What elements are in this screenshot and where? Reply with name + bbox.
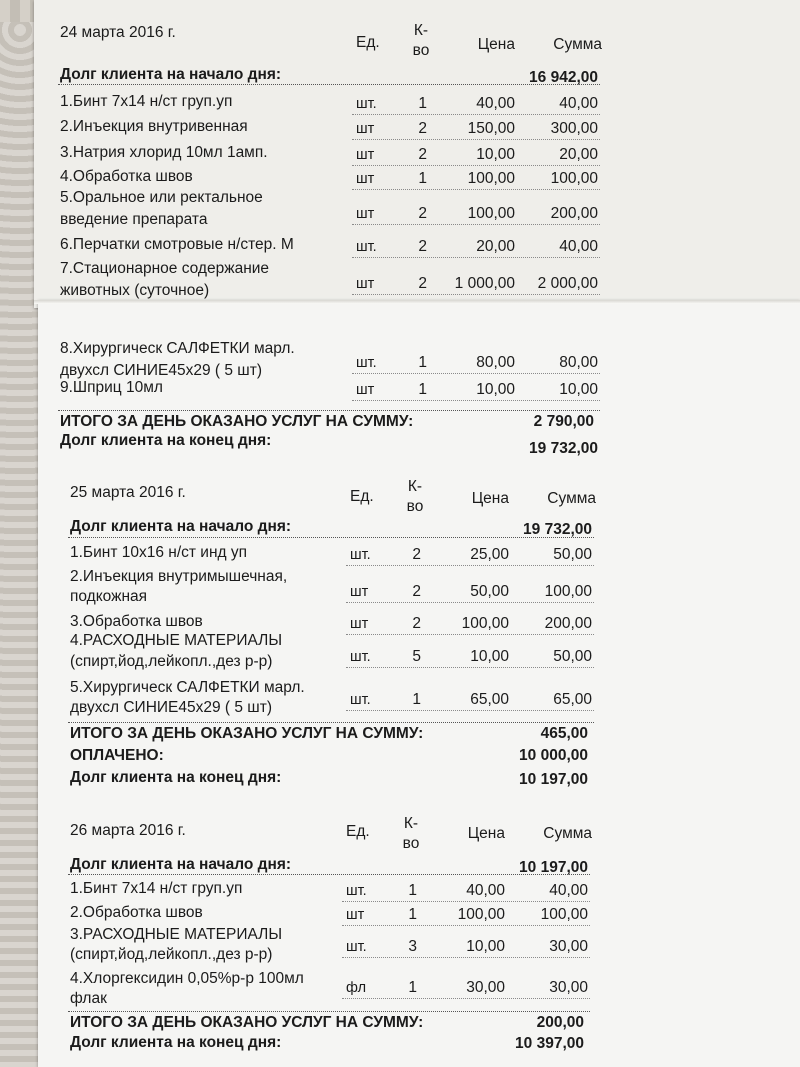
line-item-qty: 1	[412, 691, 421, 708]
line-item-unit: шт.	[356, 355, 377, 371]
line-item-sum: 50,00	[553, 648, 592, 665]
receipt-sheet-top	[34, 0, 800, 308]
line-item-name: 1.Бинт 7х14 н/ст груп.уп	[70, 880, 243, 897]
closing-debt-label: Долг клиента на конец дня:	[70, 769, 282, 786]
line-item-qty: 1	[418, 354, 427, 371]
line-item-name: двухсл СИНИЕ45х29 ( 5 шт)	[60, 362, 262, 379]
column-header-qty: во	[412, 42, 430, 59]
line-item-unit: шт	[356, 171, 375, 187]
line-item-sum: 40,00	[549, 882, 588, 899]
line-item-price: 25,00	[470, 546, 509, 563]
opening-debt-value: 10 197,00	[519, 859, 588, 876]
day-total-value: 2 790,00	[533, 413, 594, 430]
line-item-sum: 50,00	[553, 546, 592, 563]
line-item-qty: 1	[408, 979, 417, 996]
line-item-name: 4.РАСХОДНЫЕ МАТЕРИАЛЫ	[70, 632, 283, 649]
day-date: 25 марта 2016 г.	[70, 484, 186, 501]
column-header-unit: Ед.	[356, 34, 380, 51]
line-item-qty: 2	[412, 583, 421, 600]
line-item-unit: шт	[356, 382, 375, 398]
line-item-price: 100,00	[457, 906, 505, 923]
line-item-unit: шт	[356, 147, 375, 163]
line-item-name: 9.Шприц 10мл	[60, 379, 163, 396]
line-item-sum: 10,00	[559, 381, 598, 398]
line-item-name: подкожная	[70, 588, 148, 605]
line-item-price: 20,00	[476, 238, 515, 255]
opening-debt-label: Долг клиента на начало дня:	[70, 518, 292, 535]
line-item-name: 8.Хирургическ САЛФЕТКИ марл.	[60, 340, 295, 357]
line-item-name: 3.Натрия хлорид 10мл 1амп.	[60, 144, 268, 161]
column-header-qty: К-	[413, 22, 429, 39]
line-item-price: 40,00	[476, 95, 515, 112]
line-item-price: 30,00	[466, 979, 505, 996]
paid-value: 10 000,00	[519, 747, 588, 764]
line-item-qty: 1	[418, 170, 427, 187]
opening-debt-value: 16 942,00	[529, 69, 598, 86]
closing-debt-label: Долг клиента на конец дня:	[60, 432, 272, 449]
day-total-label: ИТОГО ЗА ДЕНЬ ОКАЗАНО УСЛУГ НА СУММУ:	[70, 725, 424, 742]
closing-debt-value: 10 197,00	[519, 771, 588, 788]
line-item-name: 4.Обработка швов	[60, 168, 193, 185]
column-header-price: Цена	[471, 490, 509, 507]
paid-label: ОПЛАЧЕНО:	[70, 747, 164, 764]
column-header-qty: во	[402, 835, 420, 852]
line-item-name: 5.Хирургическ САЛФЕТКИ марл.	[70, 679, 305, 696]
column-header-unit: Ед.	[346, 823, 370, 840]
line-item-name: 1.Бинт 10х16 н/ст инд уп	[70, 544, 247, 561]
line-item-name: 7.Стационарное содержание	[60, 260, 270, 277]
opening-debt-label: Долг клиента на начало дня:	[70, 856, 292, 873]
line-item-sum: 100,00	[550, 170, 598, 187]
column-header-sum: Сумма	[553, 36, 602, 53]
line-item-price: 100,00	[461, 615, 509, 632]
line-item-unit: шт	[350, 584, 369, 600]
receipt-sheet-bottom	[38, 300, 800, 1067]
line-item-price: 100,00	[467, 205, 515, 222]
line-item-unit: шт.	[350, 649, 371, 665]
line-item-qty: 1	[408, 906, 417, 923]
column-header-qty: К-	[407, 478, 423, 495]
line-item-qty: 2	[418, 205, 427, 222]
line-item-name: 4.Хлоргексидин 0,05%р-р 100мл	[70, 970, 304, 987]
line-item-price: 50,00	[470, 583, 509, 600]
line-item-sum: 300,00	[550, 120, 598, 137]
line-item-unit: шт.	[350, 547, 371, 563]
line-item-qty: 1	[418, 381, 427, 398]
line-item-name: введение препарата	[60, 211, 208, 228]
column-header-sum: Сумма	[547, 490, 596, 507]
line-item-sum: 65,00	[553, 691, 592, 708]
line-item-price: 65,00	[470, 691, 509, 708]
opening-debt-label: Долг клиента на начало дня:	[60, 66, 282, 83]
line-item-price: 100,00	[467, 170, 515, 187]
line-item-name: (спирт,йод,лейкопл.,дез р-р)	[70, 946, 273, 963]
day-date: 24 марта 2016 г.	[60, 24, 176, 41]
line-item-unit: шт	[356, 206, 375, 222]
line-item-price: 10,00	[476, 381, 515, 398]
line-item-unit: шт.	[356, 96, 377, 112]
opening-debt-value: 19 732,00	[523, 521, 592, 538]
line-item-name: 1.Бинт 7х14 н/ст груп.уп	[60, 93, 233, 110]
column-header-sum: Сумма	[543, 825, 592, 842]
line-item-qty: 2	[418, 146, 427, 163]
line-item-name: 5.Оральное или ректальное	[60, 189, 263, 206]
line-item-sum: 200,00	[544, 615, 592, 632]
line-item-qty: 3	[408, 938, 417, 955]
line-item-qty: 2	[412, 615, 421, 632]
line-item-unit: шт.	[350, 692, 371, 708]
line-item-unit: шт	[346, 907, 365, 923]
line-item-unit: шт.	[346, 939, 367, 955]
line-item-name: 2.Инъекция внутримышечная,	[70, 568, 288, 585]
line-item-sum: 40,00	[559, 95, 598, 112]
line-item-sum: 2 000,00	[537, 275, 598, 292]
line-item-sum: 40,00	[559, 238, 598, 255]
closing-debt-value: 10 397,00	[515, 1035, 584, 1052]
day-total-label: ИТОГО ЗА ДЕНЬ ОКАЗАНО УСЛУГ НА СУММУ:	[60, 413, 414, 430]
line-item-sum: 100,00	[544, 583, 592, 600]
line-item-qty: 5	[412, 648, 421, 665]
line-item-sum: 30,00	[549, 938, 588, 955]
line-item-name: 3.Обработка швов	[70, 613, 203, 630]
line-item-sum: 20,00	[559, 146, 598, 163]
line-item-unit: шт	[356, 121, 375, 137]
line-item-sum: 80,00	[559, 354, 598, 371]
line-item-price: 10,00	[470, 648, 509, 665]
day-total-label: ИТОГО ЗА ДЕНЬ ОКАЗАНО УСЛУГ НА СУММУ:	[70, 1014, 424, 1031]
column-header-qty: К-	[403, 815, 419, 832]
line-item-sum: 30,00	[549, 979, 588, 996]
line-item-unit: шт	[356, 276, 375, 292]
line-item-name: двухсл СИНИЕ45х29 ( 5 шт)	[70, 699, 272, 716]
column-header-unit: Ед.	[350, 488, 374, 505]
line-item-price: 80,00	[476, 354, 515, 371]
line-item-unit: фл	[346, 980, 367, 996]
closing-debt-label: Долг клиента на конец дня:	[70, 1034, 282, 1051]
day-date: 26 марта 2016 г.	[70, 822, 186, 839]
line-item-unit: шт.	[346, 883, 367, 899]
line-item-name: 2.Инъекция внутривенная	[60, 118, 248, 135]
day-total-value: 465,00	[540, 725, 588, 742]
column-header-price: Цена	[477, 36, 515, 53]
line-item-name: флак	[70, 990, 107, 1007]
column-header-qty: во	[406, 498, 424, 515]
line-item-price: 40,00	[466, 882, 505, 899]
line-item-name: 6.Перчатки смотровые н/стер. М	[60, 236, 294, 253]
line-item-qty: 2	[412, 546, 421, 563]
line-item-qty: 1	[418, 95, 427, 112]
line-item-price: 1 000,00	[454, 275, 515, 292]
line-item-sum: 200,00	[550, 205, 598, 222]
line-item-name: животных (суточное)	[60, 282, 210, 299]
line-item-name: 2.Обработка швов	[70, 904, 203, 921]
line-item-sum: 100,00	[540, 906, 588, 923]
sheet-overlap-edge	[34, 300, 800, 304]
closing-debt-value: 19 732,00	[529, 440, 598, 457]
line-item-qty: 2	[418, 238, 427, 255]
day-total-value: 200,00	[536, 1014, 584, 1031]
line-item-unit: шт	[350, 616, 369, 632]
line-item-qty: 2	[418, 120, 427, 137]
line-item-qty: 1	[408, 882, 417, 899]
line-item-name: (спирт,йод,лейкопл.,дез р-р)	[70, 653, 273, 670]
line-item-qty: 2	[418, 275, 427, 292]
line-item-unit: шт.	[356, 239, 377, 255]
column-header-price: Цена	[467, 825, 505, 842]
line-item-price: 10,00	[466, 938, 505, 955]
line-item-price: 150,00	[467, 120, 515, 137]
line-item-price: 10,00	[476, 146, 515, 163]
line-item-name: 3.РАСХОДНЫЕ МАТЕРИАЛЫ	[70, 926, 283, 943]
